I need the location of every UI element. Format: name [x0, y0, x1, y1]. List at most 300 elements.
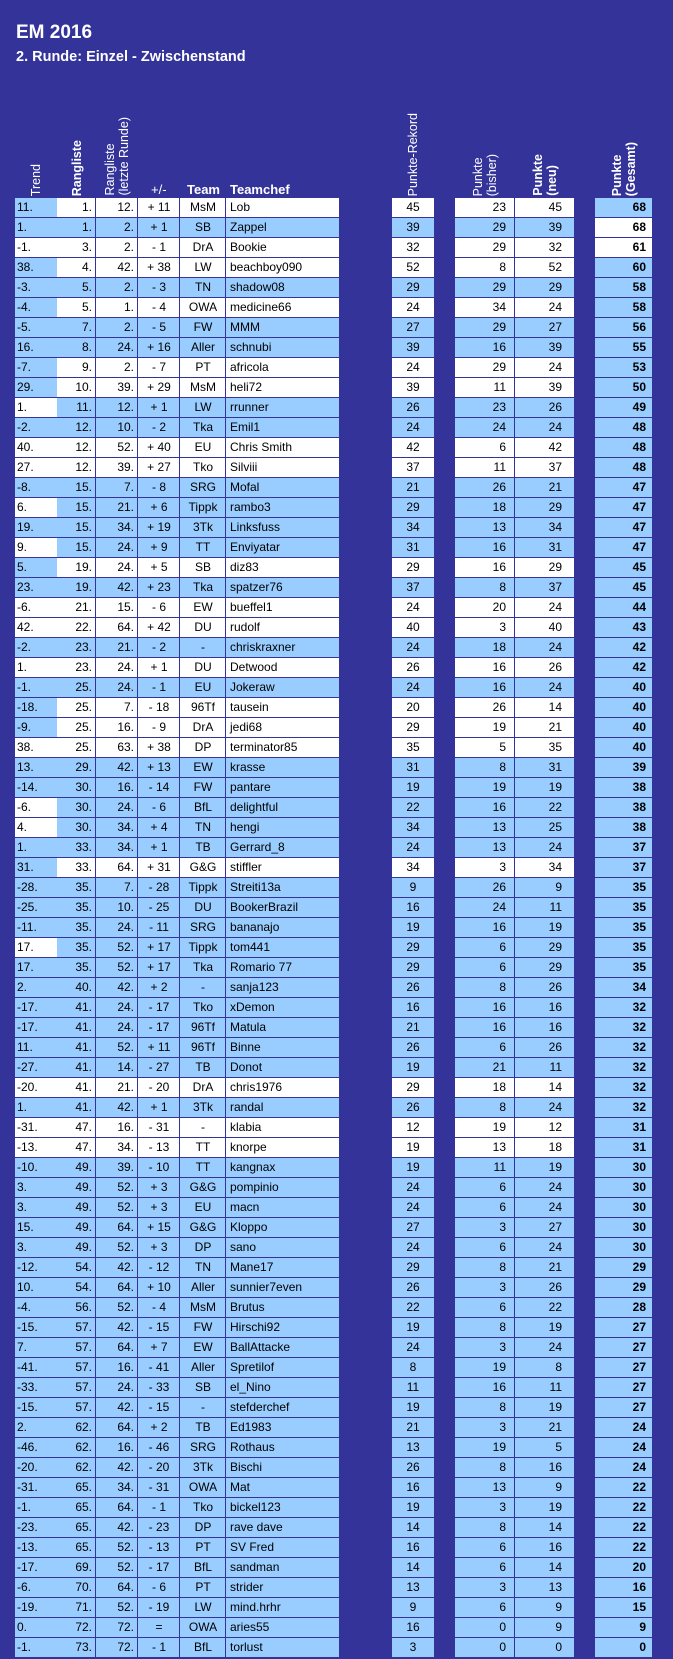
cell-last: 16.	[96, 778, 138, 797]
cell-ges: 49	[595, 398, 652, 417]
cell-neu: 24	[515, 638, 574, 657]
cell-bis: 6	[455, 1558, 515, 1577]
cell-rang: 57.	[57, 1398, 96, 1417]
cell-trend: 38.	[15, 258, 57, 277]
cell-bis: 6	[455, 938, 515, 957]
cell-team: OWA	[180, 298, 226, 317]
cell-chef: BookerBrazil	[226, 898, 339, 917]
cell-ges: 61	[595, 238, 652, 257]
cell-neu: 39	[515, 338, 574, 357]
cell-team: TT	[180, 1138, 226, 1157]
cell-chef: Spretilof	[226, 1358, 339, 1377]
cell-pm: - 5	[138, 318, 180, 337]
cell-team: BfL	[180, 1638, 226, 1657]
cell-ges: 40	[595, 698, 652, 717]
cell-trend: -2.	[15, 418, 57, 437]
cell-team: LW	[180, 258, 226, 277]
cell-bis: 11	[455, 458, 515, 477]
cell-chef: stefderchef	[226, 1398, 339, 1417]
cell-rek: 37	[392, 578, 434, 597]
cell-neu: 21	[515, 1258, 574, 1277]
cell-rek: 19	[392, 1058, 434, 1077]
table-row	[0, 458, 673, 478]
cell-neu: 14	[515, 1558, 574, 1577]
header-rangliste-last	[96, 98, 138, 196]
cell-last: 52.	[96, 1298, 138, 1317]
cell-trend: 31.	[15, 858, 57, 877]
cell-bis: 3	[455, 1578, 515, 1597]
cell-bis: 3	[455, 1498, 515, 1517]
cell-bis: 8	[455, 978, 515, 997]
cell-rang: 7.	[57, 318, 96, 337]
cell-last: 21.	[96, 1078, 138, 1097]
cell-rang: 47.	[57, 1138, 96, 1157]
cell-pm: - 11	[138, 918, 180, 937]
cell-rek: 21	[392, 1418, 434, 1437]
cell-neu: 24	[515, 358, 574, 377]
cell-ges: 32	[595, 1098, 652, 1117]
cell-pm: + 3	[138, 1178, 180, 1197]
cell-rang: 57.	[57, 1378, 96, 1397]
cell-bis: 8	[455, 1098, 515, 1117]
cell-rek: 19	[392, 778, 434, 797]
cell-bis: 6	[455, 1198, 515, 1217]
cell-last: 24.	[96, 1378, 138, 1397]
table-row	[0, 438, 673, 458]
cell-team: LW	[180, 398, 226, 417]
cell-bis: 16	[455, 338, 515, 357]
cell-chef: spatzer76	[226, 578, 339, 597]
cell-neu: 29	[515, 958, 574, 977]
cell-ges: 29	[595, 1258, 652, 1277]
cell-ges: 40	[595, 678, 652, 697]
cell-rek: 34	[392, 818, 434, 837]
cell-pm: + 3	[138, 1238, 180, 1257]
cell-neu: 34	[515, 518, 574, 537]
page-title: EM 2016	[16, 22, 93, 43]
cell-last: 42.	[96, 1318, 138, 1337]
cell-neu: 29	[515, 938, 574, 957]
table-row	[0, 1118, 673, 1138]
header-bisher-line2: (bisher)	[485, 153, 499, 196]
cell-rek: 16	[392, 998, 434, 1017]
cell-chef: africola	[226, 358, 339, 377]
cell-team: SB	[180, 1378, 226, 1397]
cell-pm: + 13	[138, 758, 180, 777]
header-rekord-label: Punkte-Rekord	[406, 112, 420, 196]
cell-ges: 35	[595, 918, 652, 937]
cell-ges: 44	[595, 598, 652, 617]
cell-team: 96Tf	[180, 698, 226, 717]
cell-team: Tippk	[180, 878, 226, 897]
header-gesamt-line1: Punkte	[609, 154, 624, 196]
cell-neu: 19	[515, 1318, 574, 1337]
cell-pm: + 29	[138, 378, 180, 397]
cell-rek: 22	[392, 1298, 434, 1317]
cell-neu: 29	[515, 278, 574, 297]
cell-chef: Bookie	[226, 238, 339, 257]
cell-last: 2.	[96, 358, 138, 377]
cell-last: 24.	[96, 658, 138, 677]
header-bisher-line1: Punkte	[471, 157, 485, 196]
cell-ges: 58	[595, 298, 652, 317]
cell-team: TB	[180, 838, 226, 857]
cell-ges: 50	[595, 378, 652, 397]
cell-neu: 26	[515, 398, 574, 417]
cell-rek: 52	[392, 258, 434, 277]
cell-team: Tko	[180, 1498, 226, 1517]
cell-pm: - 27	[138, 1058, 180, 1077]
cell-chef: sano	[226, 1238, 339, 1257]
cell-rang: 62.	[57, 1418, 96, 1437]
cell-rek: 20	[392, 698, 434, 717]
cell-chef: Donot	[226, 1058, 339, 1077]
cell-pm: - 33	[138, 1378, 180, 1397]
cell-neu: 42	[515, 438, 574, 457]
cell-last: 64.	[96, 618, 138, 637]
cell-last: 24.	[96, 678, 138, 697]
cell-neu: 24	[515, 1198, 574, 1217]
cell-trend: -2.	[15, 638, 57, 657]
cell-chef: chriskraxner	[226, 638, 339, 657]
cell-chef: sunnier7even	[226, 1278, 339, 1297]
cell-team: -	[180, 1398, 226, 1417]
cell-chef: Zappel	[226, 218, 339, 237]
table-row	[0, 318, 673, 338]
cell-rek: 27	[392, 1218, 434, 1237]
cell-rek: 26	[392, 1038, 434, 1057]
cell-chef: Mofal	[226, 478, 339, 497]
cell-team: EW	[180, 758, 226, 777]
cell-chef: stiffler	[226, 858, 339, 877]
cell-trend: 40.	[15, 438, 57, 457]
cell-rek: 21	[392, 1018, 434, 1037]
cell-rang: 49.	[57, 1178, 96, 1197]
cell-pm: - 15	[138, 1398, 180, 1417]
cell-rang: 25.	[57, 698, 96, 717]
cell-rang: 41.	[57, 1058, 96, 1077]
cell-trend: 3.	[15, 1178, 57, 1197]
cell-last: 34.	[96, 1138, 138, 1157]
cell-ges: 56	[595, 318, 652, 337]
cell-chef: Rothaus	[226, 1438, 339, 1457]
cell-pm: - 4	[138, 298, 180, 317]
cell-bis: 3	[455, 1218, 515, 1237]
cell-neu: 9	[515, 878, 574, 897]
cell-team: DrA	[180, 1078, 226, 1097]
cell-pm: - 23	[138, 1518, 180, 1537]
cell-bis: 6	[455, 1038, 515, 1057]
cell-team: Tka	[180, 418, 226, 437]
cell-neu: 34	[515, 858, 574, 877]
cell-trend: -9.	[15, 718, 57, 737]
cell-team: EU	[180, 1198, 226, 1217]
cell-pm: - 8	[138, 478, 180, 497]
cell-last: 64.	[96, 858, 138, 877]
cell-bis: 6	[455, 1298, 515, 1317]
cell-rek: 11	[392, 1378, 434, 1397]
cell-ges: 15	[595, 1598, 652, 1617]
table-row	[0, 778, 673, 798]
cell-rang: 5.	[57, 298, 96, 317]
cell-team: OWA	[180, 1478, 226, 1497]
cell-bis: 23	[455, 198, 515, 217]
cell-trend: -27.	[15, 1058, 57, 1077]
cell-last: 10.	[96, 418, 138, 437]
cell-chef: knorpe	[226, 1138, 339, 1157]
cell-ges: 34	[595, 978, 652, 997]
cell-team: DU	[180, 658, 226, 677]
cell-ges: 68	[595, 218, 652, 237]
cell-rang: 57.	[57, 1338, 96, 1357]
cell-rek: 42	[392, 438, 434, 457]
table-row	[0, 1558, 673, 1578]
cell-rek: 21	[392, 478, 434, 497]
cell-rang: 41.	[57, 1098, 96, 1117]
cell-bis: 0	[455, 1638, 515, 1657]
cell-chef: kangnax	[226, 1158, 339, 1177]
table-row	[0, 1578, 673, 1598]
cell-chef: Ed1983	[226, 1418, 339, 1437]
cell-team: TB	[180, 1058, 226, 1077]
cell-rek: 31	[392, 538, 434, 557]
cell-last: 7.	[96, 698, 138, 717]
cell-trend: -4.	[15, 1298, 57, 1317]
table-row	[0, 518, 673, 538]
header-gesamt-line2: (Gesamt)	[623, 141, 638, 196]
cell-chef: Emil1	[226, 418, 339, 437]
table-row	[0, 1138, 673, 1158]
header-rekord	[392, 98, 434, 196]
cell-rang: 1.	[57, 198, 96, 217]
cell-rek: 29	[392, 498, 434, 517]
cell-team: LW	[180, 1598, 226, 1617]
cell-neu: 24	[515, 1338, 574, 1357]
cell-bis: 16	[455, 1018, 515, 1037]
cell-last: 42.	[96, 1398, 138, 1417]
cell-rang: 41.	[57, 1018, 96, 1037]
cell-chef: Detwood	[226, 658, 339, 677]
cell-neu: 26	[515, 1038, 574, 1057]
cell-chef: Lob	[226, 198, 339, 217]
cell-ges: 30	[595, 1238, 652, 1257]
cell-rang: 19.	[57, 578, 96, 597]
cell-neu: 14	[515, 1518, 574, 1537]
table-row	[0, 998, 673, 1018]
cell-ges: 24	[595, 1458, 652, 1477]
cell-rek: 24	[392, 418, 434, 437]
header-neu	[515, 98, 574, 196]
cell-last: 21.	[96, 638, 138, 657]
cell-trend: 13.	[15, 758, 57, 777]
cell-ges: 38	[595, 818, 652, 837]
cell-last: 15.	[96, 598, 138, 617]
cell-neu: 16	[515, 998, 574, 1017]
cell-team: OWA	[180, 1618, 226, 1637]
cell-bis: 34	[455, 298, 515, 317]
cell-bis: 16	[455, 1378, 515, 1397]
cell-pm: - 14	[138, 778, 180, 797]
cell-bis: 19	[455, 1358, 515, 1377]
table-row	[0, 838, 673, 858]
cell-rek: 29	[392, 278, 434, 297]
cell-pm: + 17	[138, 938, 180, 957]
cell-chef: delightful	[226, 798, 339, 817]
cell-pm: - 13	[138, 1538, 180, 1557]
cell-last: 2.	[96, 218, 138, 237]
cell-rang: 62.	[57, 1458, 96, 1477]
table-row	[0, 1618, 673, 1638]
cell-trend: 11.	[15, 198, 57, 217]
cell-rang: 15.	[57, 498, 96, 517]
cell-neu: 31	[515, 538, 574, 557]
cell-last: 72.	[96, 1618, 138, 1637]
cell-rang: 35.	[57, 938, 96, 957]
cell-last: 34.	[96, 518, 138, 537]
cell-team: DP	[180, 738, 226, 757]
cell-chef: BallAttacke	[226, 1338, 339, 1357]
cell-trend: -41.	[15, 1358, 57, 1377]
cell-neu: 24	[515, 1098, 574, 1117]
cell-neu: 9	[515, 1618, 574, 1637]
cell-trend: 29.	[15, 378, 57, 397]
cell-ges: 0	[595, 1638, 652, 1657]
cell-rek: 8	[392, 1358, 434, 1377]
cell-bis: 8	[455, 1518, 515, 1537]
cell-bis: 20	[455, 598, 515, 617]
cell-bis: 13	[455, 1138, 515, 1157]
header-gesamt	[595, 98, 652, 196]
cell-rang: 4.	[57, 258, 96, 277]
cell-last: 16.	[96, 1358, 138, 1377]
cell-rek: 13	[392, 1578, 434, 1597]
cell-pm: + 31	[138, 858, 180, 877]
cell-ges: 30	[595, 1218, 652, 1237]
cell-rang: 65.	[57, 1518, 96, 1537]
cell-rek: 24	[392, 838, 434, 857]
cell-rang: 72.	[57, 1618, 96, 1637]
cell-bis: 19	[455, 718, 515, 737]
cell-neu: 21	[515, 718, 574, 737]
table-row	[0, 498, 673, 518]
cell-rang: 33.	[57, 838, 96, 857]
cell-trend: -46.	[15, 1438, 57, 1457]
cell-trend: 2.	[15, 1418, 57, 1437]
cell-bis: 19	[455, 1438, 515, 1457]
cell-team: MsM	[180, 198, 226, 217]
table-row	[0, 958, 673, 978]
cell-neu: 13	[515, 1578, 574, 1597]
cell-bis: 24	[455, 898, 515, 917]
cell-trend: -7.	[15, 358, 57, 377]
cell-pm: + 2	[138, 978, 180, 997]
cell-bis: 0	[455, 1618, 515, 1637]
cell-last: 7.	[96, 878, 138, 897]
cell-bis: 26	[455, 698, 515, 717]
cell-bis: 13	[455, 818, 515, 837]
cell-rang: 54.	[57, 1258, 96, 1277]
cell-rang: 1.	[57, 218, 96, 237]
cell-chef: heli72	[226, 378, 339, 397]
cell-chef: pantare	[226, 778, 339, 797]
cell-last: 42.	[96, 1518, 138, 1537]
cell-rang: 56.	[57, 1298, 96, 1317]
cell-trend: -11.	[15, 918, 57, 937]
cell-chef: Brutus	[226, 1298, 339, 1317]
cell-team: 3Tk	[180, 1098, 226, 1117]
cell-rek: 26	[392, 978, 434, 997]
cell-trend: 4.	[15, 818, 57, 837]
cell-team: 96Tf	[180, 1038, 226, 1057]
cell-chef: jedi68	[226, 718, 339, 737]
cell-chef: pompinio	[226, 1178, 339, 1197]
header-plusminus: +/-	[151, 182, 167, 197]
cell-team: DU	[180, 618, 226, 637]
cell-chef: Mat	[226, 1478, 339, 1497]
cell-team: FW	[180, 318, 226, 337]
cell-ges: 32	[595, 1058, 652, 1077]
cell-team: 96Tf	[180, 1018, 226, 1037]
cell-ges: 30	[595, 1158, 652, 1177]
table-row	[0, 358, 673, 378]
cell-chef: Bischi	[226, 1458, 339, 1477]
cell-trend: -13.	[15, 1538, 57, 1557]
cell-pm: - 17	[138, 1558, 180, 1577]
cell-rang: 35.	[57, 898, 96, 917]
cell-trend: -15.	[15, 1398, 57, 1417]
cell-neu: 14	[515, 1078, 574, 1097]
cell-pm: - 2	[138, 638, 180, 657]
cell-pm: - 6	[138, 598, 180, 617]
cell-neu: 29	[515, 498, 574, 517]
cell-rang: 41.	[57, 998, 96, 1017]
cell-neu: 16	[515, 1538, 574, 1557]
cell-last: 52.	[96, 1178, 138, 1197]
cell-bis: 13	[455, 1478, 515, 1497]
cell-last: 24.	[96, 998, 138, 1017]
cell-pm: - 9	[138, 718, 180, 737]
cell-last: 2.	[96, 318, 138, 337]
table-row	[0, 1378, 673, 1398]
cell-trend: -17.	[15, 1018, 57, 1037]
cell-neu: 39	[515, 378, 574, 397]
cell-chef: rave dave	[226, 1518, 339, 1537]
cell-team: Aller	[180, 1278, 226, 1297]
table-row	[0, 538, 673, 558]
cell-pm: - 3	[138, 278, 180, 297]
cell-bis: 18	[455, 498, 515, 517]
cell-last: 24.	[96, 798, 138, 817]
cell-pm: + 42	[138, 618, 180, 637]
cell-chef: mind.hrhr	[226, 1598, 339, 1617]
cell-rang: 62.	[57, 1438, 96, 1457]
cell-team: DU	[180, 898, 226, 917]
cell-bis: 16	[455, 658, 515, 677]
cell-rang: 49.	[57, 1198, 96, 1217]
cell-ges: 37	[595, 858, 652, 877]
cell-pm: - 1	[138, 238, 180, 257]
cell-bis: 6	[455, 958, 515, 977]
cell-pm: - 6	[138, 1578, 180, 1597]
cell-neu: 18	[515, 1138, 574, 1157]
cell-pm: - 2	[138, 418, 180, 437]
cell-neu: 29	[515, 558, 574, 577]
cell-rek: 19	[392, 1498, 434, 1517]
cell-neu: 19	[515, 918, 574, 937]
cell-pm: + 40	[138, 438, 180, 457]
header-rangliste-last-line1: Rangliste	[103, 143, 117, 196]
header-team: Team	[187, 182, 220, 197]
